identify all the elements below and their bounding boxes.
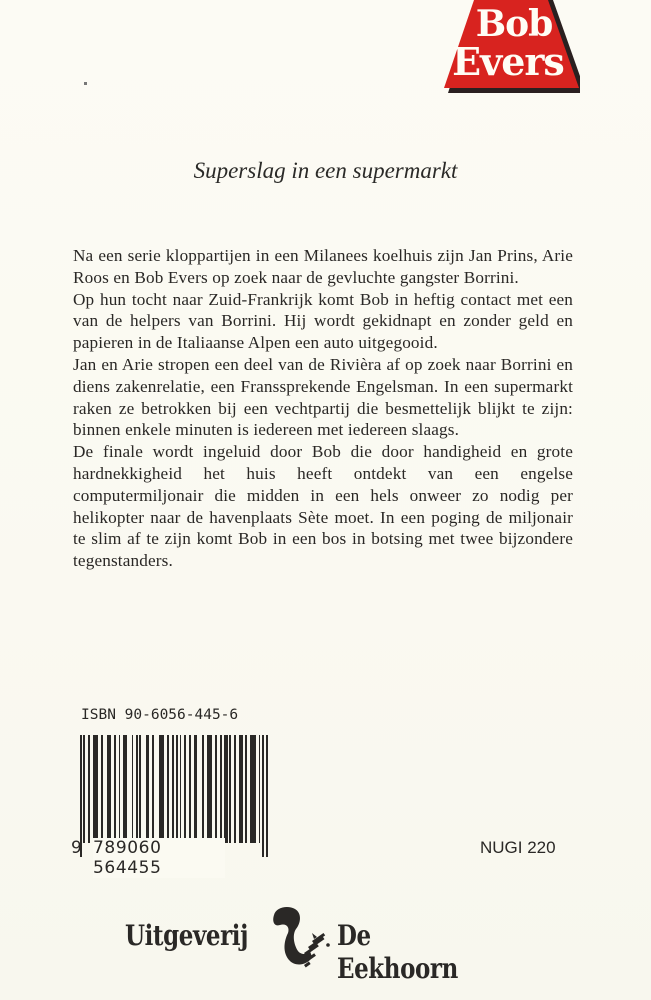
barcode-bar: [239, 735, 243, 843]
publisher-logo: [120, 905, 530, 985]
nugi-code: NUGI 220: [480, 838, 556, 857]
barcode-bar: [176, 735, 178, 843]
series-name-line1: Bob: [475, 3, 553, 45]
barcode-bar: [194, 735, 198, 843]
barcode-bar: [215, 735, 217, 843]
barcode-bar: [259, 735, 261, 843]
barcode-digits: 789060 564455: [93, 838, 225, 878]
series-logo: [440, 0, 580, 95]
barcode-bar: [132, 735, 134, 843]
barcode-bar: [224, 735, 228, 843]
blurb-text: [73, 245, 573, 572]
blurb-paragraph: De finale wordt ingeluid door Bob die door handigheid en grote hardnekkigheid het huis heeft ontdekt van een engelse computermiljonair die midden in een hels onweer zo nodig per helikopter naar de havenplaats Sète moet. In een poging de miljonair te slim af te zijn komt Bob in een bos in botsing met twee bijzondere tegenstanders.: [73, 442, 573, 571]
barcode-bar: [159, 735, 165, 843]
blurb-paragraph: Op hun tocht naar Zuid-Frankrijk komt Bob in heftig contact met een van de helpers van Borrini. Hij wordt gekidnapt en zonder geld en papieren in de Italiaanse Alpen een auto uitgegooid.: [73, 289, 573, 353]
squirrel-icon: [268, 905, 338, 975]
blurb-paragraph: Jan en Arie stropen een deel van de Rivièra af op zoek naar Borrini en diens zakenrelatie, een Franssprekende Engelsman. In een supermarkt raken ze betrokken bij een vechtpartij die besmettelijk blijkt te zijn: binnen enkele minuten is iedereen met iedereen slaags.: [73, 354, 573, 440]
barcode-bar: [207, 735, 213, 843]
barcode-bar: [107, 735, 111, 843]
barcode-bar: [83, 735, 85, 843]
barcode-bar: [189, 735, 191, 843]
barcode-bar: [266, 735, 268, 857]
barcode-bar: [88, 735, 90, 843]
barcode-bar: [114, 735, 116, 843]
publisher-name-left: Uitgeverij: [125, 919, 248, 952]
barcode-bar: [234, 735, 236, 843]
barcode-bar: [167, 735, 169, 843]
barcode-first-digit: 9: [71, 838, 82, 858]
barcode-bar: [229, 735, 231, 843]
print-speck: [84, 82, 87, 85]
barcode-bar: [220, 735, 222, 843]
barcode-bar: [119, 735, 121, 843]
barcode-bar: [146, 735, 150, 843]
barcode-bar: [101, 735, 103, 843]
barcode-bar: [184, 735, 186, 843]
barcode-bar: [172, 735, 174, 843]
barcode-bar: [202, 735, 204, 843]
book-title: Superslag in een supermarkt: [193, 158, 458, 183]
barcode-bar: [250, 735, 256, 843]
publisher-name-right: De Eekhoorn: [337, 919, 458, 985]
barcode-bar: [93, 735, 99, 843]
barcode-bar: [245, 735, 247, 843]
blurb-paragraph: Na een serie kloppartijen in een Milanees koelhuis zijn Jan Prins, Arie Roos en Bob Evers op zoek naar de gevluchte gangster Borrini.: [73, 246, 573, 287]
barcode-bar: [139, 735, 141, 843]
barcode-bar: [123, 735, 127, 843]
barcode-bar: [152, 735, 154, 843]
barcode-bar: [262, 735, 264, 857]
barcode-bar: [136, 735, 138, 843]
isbn-label: ISBN 90-6056-445-6: [81, 707, 239, 723]
series-name-line2: Evers: [452, 39, 564, 84]
barcode-bar: [180, 735, 182, 843]
